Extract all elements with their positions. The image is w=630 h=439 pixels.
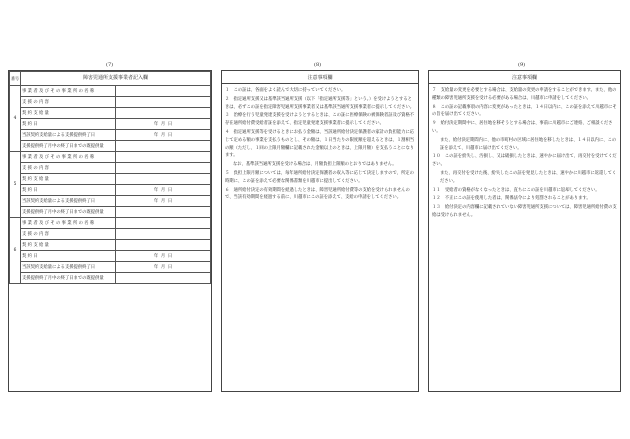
row-label: 当該契約支給量による支援提供終了日	[21, 196, 116, 207]
right-note: １１ 受給者の資格がなくなったときは、直ちにこの証を川越市に返却してください。	[432, 187, 600, 193]
right-note: ７ 支給量の変更を必要とする場合は、支給量の変更の申請をすることができます。また、他の種類の障害児通所支援を受ける必要がある場合は、川越市に申請をしてください。	[432, 88, 617, 101]
page-number-7: (7)	[106, 62, 114, 68]
table-row	[10, 108, 211, 119]
row-label: 支 援 の 内 容	[21, 229, 116, 240]
row-label: 事 業 者 及 び そ の 事 業 所 の 名 称	[21, 218, 116, 229]
table-row	[10, 229, 211, 240]
row-label: 契 約 支 給 量	[21, 108, 116, 119]
row-value[interactable]: 年 月 日	[116, 196, 211, 207]
middle-note: １ この証は、各面をよく読んで大切に持っていてください。	[225, 88, 346, 93]
row-label: 事 業 者 及 び そ の 事 業 所 の 名 称	[21, 86, 116, 97]
table-row	[10, 97, 211, 108]
notes-panel-right	[428, 70, 621, 392]
table-row	[10, 251, 211, 262]
row-label: 当該契約支給量による支援提供終了日	[21, 262, 116, 273]
row-value[interactable]	[116, 152, 211, 163]
row-value[interactable]: 年 月 日	[116, 130, 211, 141]
middle-note: ３ 治療を行う児童発達支援を受けようとするときは、この証に医療保険の被保険者証及び資格不存在通所給付費受給者証を添えて、指定児童発達支援事業者に提示してください。	[225, 113, 415, 127]
table-row	[10, 174, 211, 185]
table-row	[10, 273, 211, 284]
row-value[interactable]	[116, 108, 211, 119]
group-number: 4	[10, 86, 21, 152]
provider-entry-title: 障害児通所支援事業者記入欄	[21, 72, 211, 86]
notes-title-middle: 注意事項欄	[222, 71, 418, 84]
row-label: 契 約 支 給 量	[21, 240, 116, 251]
row-value[interactable]: 年 月 日	[116, 119, 211, 130]
table-row	[10, 141, 211, 152]
notes-body-right	[429, 84, 620, 224]
row-value[interactable]	[116, 163, 211, 174]
row-label: 契 約 支 給 量	[21, 174, 116, 185]
table-row	[10, 196, 211, 207]
row-label: 当該契約支給量による支援提供終了日	[21, 130, 116, 141]
row-label: 支 援 の 内 容	[21, 97, 116, 108]
row-value[interactable]	[116, 273, 211, 284]
row-label: 支援提供終了月中の終了日までの既提供量	[21, 141, 116, 152]
order-header: 番号	[10, 72, 21, 86]
table-row	[10, 185, 211, 196]
table-row	[10, 163, 211, 174]
middle-note: なお、基準該当通所支援を受ける場合は、月額負担上限額のとおりではありません。	[233, 162, 397, 168]
right-note: １３ 給付決定の内容欄に記載されていない障害児通所支援については、障害児通所給付費の支給は受けられません。	[432, 205, 617, 218]
row-value[interactable]: 年 月 日	[116, 185, 211, 196]
group-number: 6	[10, 218, 21, 284]
row-label: 事 業 者 及 び そ の 事 業 所 の 名 称	[21, 152, 116, 163]
provider-entry-table	[9, 71, 211, 284]
table-row	[10, 218, 211, 229]
notes-panel-middle	[221, 70, 419, 392]
row-value[interactable]	[116, 240, 211, 251]
row-label: 支 援 の 内 容	[21, 163, 116, 174]
provider-entry-panel	[8, 70, 212, 392]
row-label: 契 約 日	[21, 185, 116, 196]
right-note: ８ この証の記載事項の内容に変更があったときは、１４日以内に、この証を添えて川越市にその旨を届け出てください。	[432, 104, 617, 118]
table-row	[10, 119, 211, 130]
middle-note: ２ 指定通所支援又は基準該当通所支援（以下「指定通所支援等」という。）を受けようとするときは、必ずこの証を指定障害児通所支援事業者又は基準該当通所支援事業者に提示してください。	[225, 96, 415, 110]
row-value[interactable]	[116, 218, 211, 229]
table-row	[10, 240, 211, 251]
row-value[interactable]	[116, 97, 211, 108]
table-row	[10, 262, 211, 273]
row-label: 契 約 日	[21, 251, 116, 262]
right-note: ９ 給付決定期間中に、居住地を移そうとする場合は、事前に川越市にご連絡、ご相談ください。	[432, 121, 613, 134]
row-value[interactable]	[116, 141, 211, 152]
right-note: また、再交付を受けた後、紛失したこの証を発見したときは、速やかに川越市に返還してください。	[440, 170, 617, 184]
group-number: 5	[10, 152, 21, 218]
table-row	[10, 152, 211, 163]
row-value[interactable]	[116, 174, 211, 185]
row-label: 契 約 日	[21, 119, 116, 130]
row-value[interactable]	[116, 229, 211, 240]
table-row	[10, 130, 211, 141]
notes-title-right: 注意事項欄	[429, 71, 620, 84]
middle-note: ６ 通所給付決定の有効期間を経過したときは、障害児通所給付費等の支給を受けられませんので、当該有効期間を経過する前に、川越市にこの証を添えて、支給の申請をしてください。	[225, 187, 410, 201]
row-label: 支援提供終了月中の終了日までの既提供量	[21, 273, 116, 284]
page-number-9: (9)	[518, 62, 526, 68]
right-note: １０ この証を紛失し、汚損し、又は破損したときは、速やかに届け出て、再交付を受けてください。	[432, 154, 617, 168]
row-value[interactable]: 年 月 日	[116, 262, 211, 273]
right-note: １２ 不正にこの証を使用した者は、関係法令により処罰されることがあります。	[432, 196, 591, 202]
table-row	[10, 86, 211, 97]
notes-body-middle	[222, 84, 418, 206]
page-number-8: (8)	[314, 62, 322, 68]
middle-note: ４ 指定通所支援等を受けるときにお払う金額は、当該通所給付決定保護者の家計の負担能力に応じて定める額の事業を支払うものとし、その額は、１日当たりの限度額を超えるときは、１割相当の額（ただし、１回の上限月額欄に記載された金額以上のときは、上限月額）を支払うことになります。	[225, 129, 415, 159]
row-value[interactable]: 年 月 日	[116, 251, 211, 262]
row-value[interactable]	[116, 207, 211, 218]
row-label: 支援提供終了月中の終了日までの既提供量	[21, 207, 116, 218]
row-value[interactable]	[116, 86, 211, 97]
right-note: また、給付決定期間内に、他の市町村の区域に居住地を移したときは、１４日以内に、この証を添えて、川越市に届け出てください。	[440, 137, 617, 151]
table-row	[10, 207, 211, 218]
middle-note: ５ 負担上限月額については、毎年通所給付決定保護者の収入等に応じて決定しますので、所定の時期に、この証を添えて必要な関係書類を川越市に提出してください。	[225, 170, 414, 184]
